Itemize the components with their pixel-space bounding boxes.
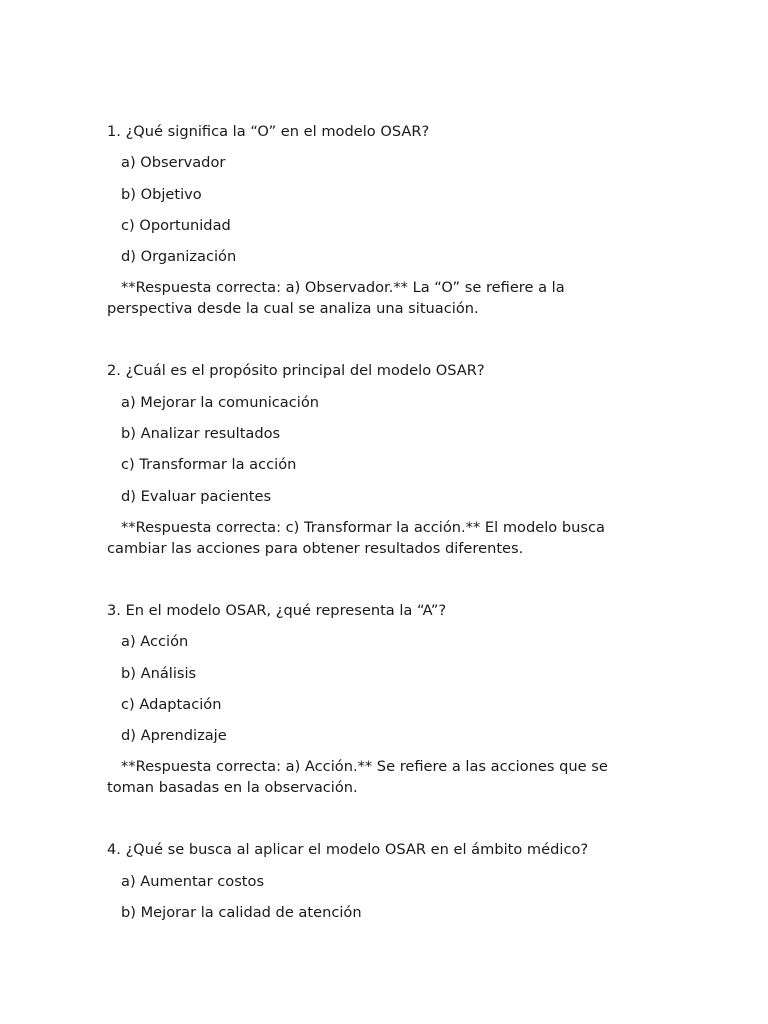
answer-option: a) Acción [121, 633, 189, 651]
question-block-2 [107, 360, 647, 558]
answer-option: a) Aumentar costos [121, 872, 265, 890]
answer-option: c) Transformar la acción [121, 456, 297, 474]
answer-option: c) Adaptación [121, 695, 222, 713]
correct-answer-explanation: **Respuesta correcta: a) Acción.** Se refiere a las acciones que se toman basadas en la observación. [107, 758, 608, 797]
document-page [107, 121, 647, 923]
question-text: 4. ¿Qué se busca al aplicar el modelo OSAR en el ámbito médico? [107, 841, 589, 859]
answer-option: d) Evaluar pacientes [121, 487, 272, 505]
answer-option: b) Objetivo [121, 185, 202, 203]
answer-option: d) Organización [121, 248, 237, 266]
answer-option: d) Aprendizaje [121, 727, 227, 745]
question-block-3 [107, 600, 647, 798]
answer-option: b) Mejorar la calidad de atención [121, 904, 362, 922]
question-text: 3. En el modelo OSAR, ¿qué representa la “A”? [107, 601, 447, 619]
correct-answer-explanation: **Respuesta correcta: c) Transformar la acción.** El modelo busca cambiar las acciones para obtener resultados diferentes. [107, 518, 605, 557]
question-text: 1. ¿Qué significa la “O” en el modelo OSAR? [107, 123, 430, 140]
question-block-4 [107, 839, 647, 923]
answer-option: b) Análisis [121, 664, 197, 682]
question-block-1 [107, 121, 647, 319]
answer-option: b) Analizar resultados [121, 425, 281, 443]
answer-option: a) Mejorar la comunicación [121, 393, 319, 411]
answer-option: a) Observador [121, 154, 226, 172]
question-text: 2. ¿Cuál es el propósito principal del modelo OSAR? [107, 362, 485, 380]
correct-answer-explanation: **Respuesta correcta: a) Observador.** La “O” se refiere a la perspectiva desde la cual se analiza una situación. [107, 279, 565, 318]
answer-option: c) Oportunidad [121, 216, 231, 234]
